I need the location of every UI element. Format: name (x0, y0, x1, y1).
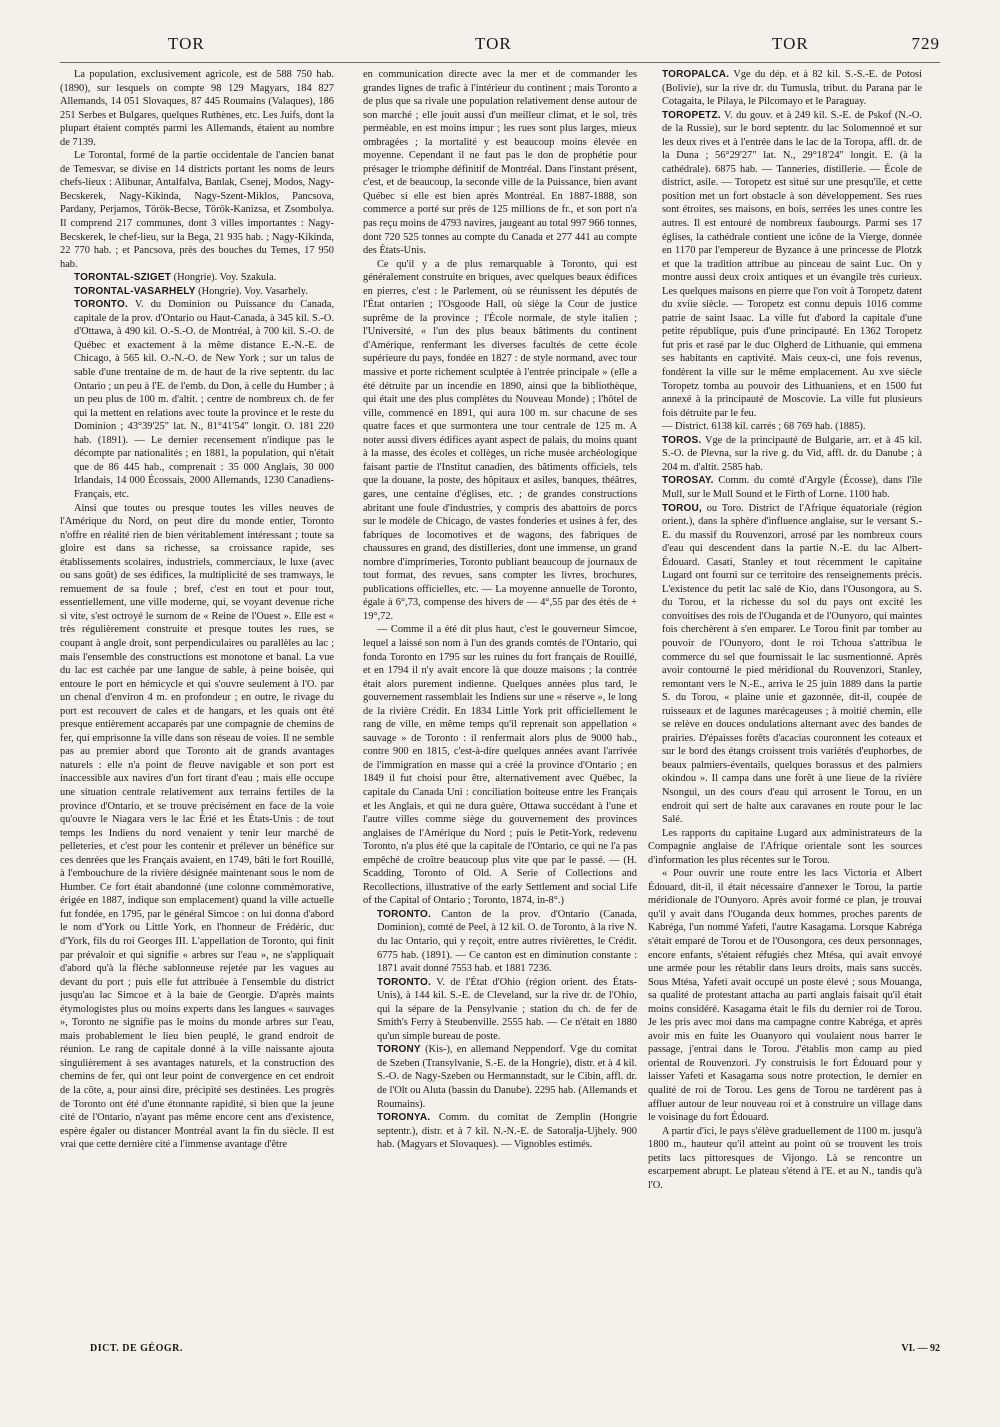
paragraph: — Comme il a été dit plus haut, c'est le gouverneur Simcoe, lequel a laissé son nom à l'un des grands comtés de l'Ontario, qui fonda Toronto en 1795 sur les ruines du fort français de Rouillé, et en 1794 il n'y avait encore là que douze maisons ; la contrée était alors purement indienne. Quelques années plus tard, le gouvernement rassemblait les Indiens sur une « réserve », le long de la rivière Crédit. En 1834 Little York prit officiellement le rang de ville, en même temps qu'il reprenait son appellation « sauvage » de Toronto : il renfermait alors plus de 9000 hab., contre 900 en 1815, c'est-à-dire quelques années avant l'arrivée de l'immigration en masse qui a créé la province d'Ontario ; en 1849 il fut choisi pour être, alternativement avec Québec, la capitale du Canada Uni : conciliation boiteuse entre les Français et les Anglais, et qui ne dura guère, Ottawa succédant à l'une et l'autre villes comme siège du gouvernement des provinces anglaises de l'Amérique du Nord ; puis le Petit-York, redevenu Toronto, n'a plus été que la capitale de l'Ontario, ce qui ne l'a pas empêché de croître beaucoup plus vite que par le passé. — (H. Scadding, Toronto of Old. A Serie of Collections and Recollections, illustrative of the early Settlement and social Life of the Capital of Ontario ; Toronto, 1874, in-8°.) (363, 624, 637, 907)
entry-body: (Hongrie). Voy. Szakula. (171, 272, 277, 284)
entry-headword: TORONTO. (377, 976, 432, 988)
footer-volume-sheet: VI. — 92 (901, 1343, 940, 1354)
entry-torony (363, 1043, 637, 1111)
entry-headword: TOROS. (662, 434, 702, 446)
entry-torou (648, 502, 922, 827)
paragraph: — District. 6138 kil. carrés ; 68 769 hab. (1885). (662, 421, 866, 433)
page-footer (60, 1343, 940, 1361)
paragraph: La population, exclusivement agricole, est de 588 750 hab. (1890), sur lesquels on compte 98 129 Magyars, 184 827 Allemands, 14 051 Slovaques, 87 445 Roumains (Valaques), 186 251 Serbes et Bulgares, quelques Ruthènes, etc. Les Juifs, dont la plupart étaient comptés parmi les Allemands, étaient au nombre de 7139. (60, 69, 334, 148)
paragraph: Le Torontal, formé de la partie occidentale de l'ancien banat de Temesvar, se divise en 14 districts portant les noms de leurs chefs-lieux : Alibunar, Antalfalva, Banlak, Csenej, Modos, Nagy-Becskerek, Nagy-Kikinda, Nagy-Szent-Miklos, Pancsova, Pardany, Perjamos, Török-Becse, Török-Kanizsa, et Zsombolya. Il comprend 217 communes, dont 3 villes importantes : Nagy-Becskerek, le chef-lieu, sur la Bega, 21 935 hab. ; Nagy-Kikinda, 22 770 hab. ; et Pancsova, près des bouches du Temes, 17 950 hab. (60, 150, 334, 270)
entry-body: Vge du dép. et à 82 kil. S.-S.-E. de Potosi (Bolivie), sur la rive dr. du Tumusla, tribut. du Parana par le Cotagaita, le Pilaya, le Pilcomayo et le Paraguay. (662, 69, 922, 108)
entry-headword: TORONTO. (74, 299, 129, 311)
entry-torontal-vasarhely (60, 285, 334, 299)
column-1 (60, 68, 334, 1340)
header-right-word: TOR (772, 34, 809, 53)
entry-torontal-sziget (60, 271, 334, 285)
entry-toros (648, 434, 922, 475)
paragraph: Ce qu'il y a de plus remarquable à Toronto, qui est généralement construite en briques, avec quelques beaux édifices en pierres, c'est : le Parlement, où se réunissent les députés de l'État ontarien ; l'Osgoode Hall, où siège la Cour de justice suprême de la province ; l'École normale, de style italien ; l'Université, « l'un des plus beaux bâtiments du continent d'Amérique, renfermant les diverses facultés de cette école supérieure du pays, fondée en 1827 : de style normand, avec tour massive et porte richement sculptée à l'entrée principale » (elle a été détruite par un incendie en 1890, ainsi que la bibliothèque, qui était une des plus complètes du Nouveau Monde) ; l'hôtel de ville, commencé en 1891, qui aura 100 m. sur chacune de ses quatre faces et que surmontera une tour centrale de 125 m. A noter aussi divers édifices ayant aspect de palais, du moins quant à la masse, des écoles et collèges, un riche musée archéologique faisant partie de l'Institut canadien, des bâtiments officiels, tels que la douane, la poste, des hôpitaux et asiles, banques, théâtres, gares, une centaine d'églises, etc. ; de grandes constructions abritant une foule d'industries, y compris des abattoirs de porcs sur le modèle de Chicago, de vastes fonderies et usines à fer, des fabriques de locomotives et de wagons, des fabriques de chaussures en grand, des distilleries, dont une immense, un grand nombre d'imprimeries, Toronto publiant beaucoup de journaux de tout format, des revues, sans compter les livres, brochures, publications officielles, etc. — La moyenne annuelle de Toronto, égale à 6°,73, compense des hivers de — 4°,55 par des étés de + 19°,72. (363, 258, 637, 622)
entry-body: V. de l'État d'Ohio (région orient. des États-Unis), à 144 kil. S.-E. de Cleveland, sur la rive dr. de l'Ohio, qui la sépare de la Pensylvanie ; station du ch. de fer de Smith's Ferry à Steubenville. 2555 hab. — Ce n'était en 1880 qu'un simple bureau de poste. (377, 976, 637, 1042)
entry-headword: TORONTAL-VASARHELY (74, 285, 196, 297)
entry-body: V. du Dominion ou Puissance du Canada, capitale de la prov. d'Ontario ou Haut-Canada, à 345 kil. S.-O. d'Ottawa, à 490 kil. O.-S.-O. de Montréal, à 700 kil. S.-O. de Québec et exactement à la même distance E.-N.-E. de Chicago, à 565 kil. O.-N.-O. de New York ; sur un talus de sable d'une trentaine de m. de haut de la rive septentr. du lac Ontario ; un peu à l'E. de l'emb. du Don, à celle du Humber ; à un peu plus de 100 m. d'altit. ; centre de nombreux ch. de fer qui la mettent en relations avec toute la province et le reste du Dominion ; 43°39'25" lat. N., 81°41'54" longit. O. 181 220 hab. (1891). — Le dernier recensement n'indique pas le décompte par nationalités ; en 1881, la population, qui n'était que de 86 445 hab., comprenait : 35 000 Anglais, 30 000 Irlandais, 14 000 Écossais, 2000 Allemands, 1230 Canadiens-Français, etc. (74, 299, 334, 500)
entry-headword: TORONYA. (377, 1112, 431, 1124)
entry-headword: TORONTO. (377, 908, 432, 920)
entry-body: (Hongrie). Voy. Vasarhely. (195, 285, 308, 297)
entry-body: Comm. du comté d'Argyle (Écosse), dans l'île Mull, sur le Mull Sound et le Firth of Lorne. 1100 hab. (662, 475, 922, 500)
column-2 (363, 68, 637, 1340)
column-3 (648, 68, 922, 1340)
entry-headword: TOROU, (662, 502, 702, 514)
header-rule (60, 62, 940, 63)
entry-torosay (648, 474, 922, 501)
paragraph: Ainsi que toutes ou presque toutes les villes neuves de l'Amérique du Nord, on peut dire du monde entier, Toronto n'offre en réalité rien de bien véritablement intéressant ; toute sa gloire est dans sa richesse, sa croissance rapide, ses établissements scolaires, industriels, commerciaux, le luxe (avec ou sans goût) de ses édifices, la multiplicité de ses tramways, le remuement de sa foule ; bref, c'est en tout et pour tout, essentiellement, une ville moderne, qui, se voyant devenue riche si vite, s'est octroyé le surnom de « Reine de l'Ouest ». Elle est « très régulièrement construite et presque toutes les rues, se coupant à angle droit, sont perpendiculaires ou parallèles au lac ; mais l'ensemble des constructions est monotone et banal. La vue du lac est cachée par une langue de sable, à peine boisée, qui entoure le port en hémicycle et qui s'ouvre seulement à l'O. par un chenal d'environ 4 m. en profondeur ; en outre, le rivage du port est recouvert de cales et de hangars, et les quais ont été presque entièrement accaparés par une compagnie de chemins de fer, qui emprisonne la ville dans son réseau de voies. Il ne semble pas au premier abord que Toronto ait de grands avantages naturels : elle n'a point de fleuve navigable et son port est inaccessible aux navires d'un fort tirant d'eau ; mais elle occupe une situation centrale relativement aux terrains fertiles de la province d'Ontario, et se trouve précisément en face de la voie qu'ouvre le Niagara vers le lac Érié et les États-Unis : de tout temps les Indiens du nord venaient y tenir leur marché de pelleteries, et c'est pour les contenir et prélever un bénéfice sur ces denrées que les Français avaient, en 1749, bâti le fort Rouillé, à l'embouchure de la rivière désignée maintenant sous le nom de Humber. Ce fort était abandonné (une colonne commémorative, érigée en 1887, indique son emplacement) quand la ville actuelle fut fondée, en 1795, par le général Simcoe : on lui donna d'abord le nom d'York ou Little York, en l'honneur de Frédéric, duc d'York, fils du roi Georges III. L'appellation de Toronto, qui finit par prévaloir et qui signifie « arbres sur l'eau », ne s'appliquait d'abord qu'à la flèche sablonneuse rejetée par les vagues au devant du port ; puis elle fut attribuée à l'ensemble du district jusqu'au lac Simcoe et à la baie de Georgie. D'après maints étymologistes plus ou moins experts dans les langues « sauvages », Toronto ne signifie pas le moins du monde arbres sur l'eau, mais probablement le lieu bien peuplé, le grand endroit de réunion. Le rang de capitale donné à la ville naissante ajouta singulièrement à ses avantages naturels, et la construction des chemins de fer, qui ont leur point de convergence en cet endroit de la côte, a, pour ainsi dire, précipité ses destinées. Les progrès de Toronto ont été d'une étonnante rapidité, si bien que la jeune cité de l'Ontario, n'ayant pas même encore cent ans d'existence, espère égaler ou distancer Montréal avant la fin du siècle. Il est vrai que cette dernière cité a l'immense avantage d'être (60, 502, 334, 1151)
entry-toronto-canada (60, 298, 334, 501)
paragraph: A partir d'ici, le pays s'élève graduellement de 1100 m. jusqu'à 1800 m., hauteur qu'il atteint au point où se trouvent les trois petits lacs pittoresques de Vijongo. Là se rencontre un escarpement abrupt. Le plateau s'étend à l'E. et au N., tandis qu'à l'O. (648, 1125, 922, 1191)
header-center-word: TOR (475, 34, 512, 53)
entry-headword: TOROSAY. (662, 475, 714, 487)
page-number: 729 (911, 34, 940, 53)
entry-headword: TOROPALCA. (662, 69, 730, 80)
paragraph: Les rapports du capitaine Lugard aux administrateurs de la Compagnie anglaise de l'Afrique orientale sont les sources d'information les plus récentes sur le Torou. (648, 827, 922, 866)
paragraph: « Pour ouvrir une route entre les lacs Victoria et Albert Édouard, dit-il, il était nécessaire d'annexer le Torou, la partie méridionale de l'Ounyoro. Après avoir formé ce plan, je trouvai qu'il y avait dans l'Ouganda deux hommes, proches parents de Kabréga, l'un nommé Yafeti, l'autre Kasagama. Lorsque Kabréga s'était emparé de Torou et de l'Ousongora, ces deux personnages, encore enfants, s'étaient réfugiés chez Mtésa, qui avait envoyé une armée pour les rétablir dans leurs droits, mais sans succès. Sous Mtésa, Yafeti avait occupé un poste élevé ; sous Mouanga, sa qualité de protestant attacha au parti anglais faisait qu'il était moins considéré. Kasagama était le fils du dernier roi de Torou. Je les pris avec moi dans ma campagne contre Kabréga, et après avoir mis en fuite les Ouanyoro qui voulaient nous barrer le passage, j'entrai dans le Torou. J'établis mon camp au pied oriental de Rouvenzori. J'y construisis le fort Édouard pour y laisser Yafeti et Kasagama sous notre protection, le dernier en qualité de roi de Torou. Les gens de Torou ne tardèrent pas à affluer autour de leur nouveau roi et à construire un village dans le voisinage du fort Édouard. (648, 868, 922, 1124)
running-header (60, 34, 940, 62)
entry-body: (Kis-), en allemand Neppendorf. Vge du comitat de Szeben (Transylvanie, S.-E. de la Hongrie), distr. et à 4 kil. S.-O. de Nagy-Szeben ou Hermannstadt, sur le Cibin, affl. dr. de l'Olt ou Aluta (bassin du Danube). 2295 hab. (Allemands et Roumains). (377, 1044, 637, 1110)
entry-body: V. du gouv. et à 249 kil. S.-E. de Pskof (N.-O. de la Russie), sur le bord septentr. du lac Solomennoé et sur les deux rives et à l'entrée dans le lac de la Toropa, affl. dr. de la Duna ; 56°29'27" lat. N., 29°18'24" longit. E. (à la cathédrale). 6875 hab. — Tanneries, distillerie. — École de district, asile. — Toropetz est situé sur une presqu'île, et cette position met un fort obstacle à son développement. Ses rues sont étroites, ses maisons, en bois, serrées les unes contre les autres. Il est entouré de nombreux faubourgs. Parmi ses 17 églises, la cathédrale contient une icône de la Vierge, donnée en 1170 par l'empereur de Byzance à une princesse de Plotzk et que la tradition attribue au pinceau de saint Luc. On y montre aussi deux croix antiques et un évangile très curieux. Les quelques maisons en pierre que l'on voit à Toropetz datent du xviie siècle. — Toropetz est connu depuis 1016 comme patrie de saint Isaac. La ville fut d'abord la capitale d'une petite république, puis d'une principauté. En 1362 Toropetz fut pris et rasé par le duc Olgherd de Lithuanie, qui emmena ses habitants en captivité. Mais ceux-ci, une fois revenus, fondèrent la ville sur le même emplacement. Au xve siècle Toropetz tomba au pouvoir des Lithuaniens, et en 1500 fut annexé à la principauté de Moscovie. La ville fut plusieurs fois détruite par le feu. (662, 109, 922, 419)
entry-body: Comm. du comitat de Zemplin (Hongrie septentr.), distr. et à 7 kil. N.-N.-E. de Satoralja-Ujhely. 900 hab. (Magyars et Slovaques). — Vignobles estimés. (377, 1112, 637, 1151)
entry-body: ou Toro. District de l'Afrique équatoriale (région orient.), dans la sphère d'influence anglaise, sur le versant S.-E. du massif du Rouvenzori, arrosé par les nombreux cours d'eau qui descendent dans la partie N.-E. du lac Albert-Édouard. Casati, Stanley et tout récemment le capitaine Lugard ont fourni sur ce territoire des renseignements précis. L'existence du petit lac salé de Kio, dans l'Ousongora, au S. du Torou, et la richesse du sol du pays ont excité les convoitises des rois de l'Ouganda et de l'Ounyoro, qui maintes fois cherchèrent à s'en emparer. Le Torou finit par tomber au pouvoir de l'Ounyoro, dont le roi Tchoua s'attribua le commerce du sel que fournissait le lac susmentionné. Après avoir contourné le pied méridional du Rouvenzori, Stanley, remontant vers le N.-E., arriva le 25 juin 1889 dans la partie S. du Torou, « plaine unie et gazonnée, dit-il, coupée de ruisseaux et de lagunes marécageuses ; à moitié chemin, elle se relève en douces ondulations alternant avec des bandes de prairies. D'épaisses forêts d'acacias couronnent les coteaux et sur le bord des étangs croissent trois variétés d'euphorbes, de beaux palmiers-éventails, quelques borassus et des palmiers okindou ». Il campa dans une forêt à une lieue de la rivière Nsongui, un des cours d'eau qui arrosent le Torou, en un endroit qui sert de halte aux caravanes en route pour le lac Salé. (662, 502, 922, 826)
entry-headword: TORONTAL-SZIGET (74, 272, 172, 284)
entry-toronya (363, 1111, 637, 1152)
entry-toronto-canton (363, 908, 637, 976)
entry-headword: TORONY (377, 1044, 421, 1056)
entry-toronto-ohio (363, 976, 637, 1044)
footer-signature: DICT. DE GÉOGR. (90, 1343, 183, 1354)
header-left-word: TOR (168, 34, 205, 53)
entry-toropetz (648, 109, 922, 421)
entry-body: Canton de la prov. d'Ontario (Canada, Dominion), comté de Peel, à 12 kil. O. de Toronto, à la rive N. du lac Ontario, qui y reçoit, entre autres rivièrettes, le Crédit. 6775 hab. (1891). — Ce canton est en diminution constante : 1871 avait donné 7553 hab. et 1881 7236. (377, 908, 637, 975)
entry-body: Vge de la principauté de Bulgarie, arr. et à 45 kil. S.-O. de Plevna, sur la rive g. du Vid, affl. dr. du Danube ; à 204 m. d'altit. 2585 hab. (662, 434, 922, 473)
entry-toropalca (648, 68, 922, 109)
paragraph: en communication directe avec la mer et de commander les grandes lignes de trafic à l'intérieur du continent ; mais Toronto a de plus que sa rivale une population relativement dense autour de son marché ; elle jouit aussi d'un meilleur climat, et le sol, très perméable, en est moins impur ; les rues sont plus larges, mieux ombragées ; la mortalité y est beaucoup moins élevée en moyenne. Cependant il ne faut pas le don de prophétie pour présager le triomphe définitif de Montréal. Dans l'instant présent, c'est, et de beaucoup, la seconde ville de la Puissance, bien avant Québec si elle est bien après Montréal. En 1887-1888, son commerce a porté sur près de 125 millions de fr., et son port n'a pas reçu moins de 4793 navires, jaugeant au total 997 966 tonnes, dont 720 525 tonnes au compte du Canada et 277 441 au compte des États-Unis. (363, 69, 637, 257)
entry-headword: TOROPETZ. (662, 109, 721, 121)
